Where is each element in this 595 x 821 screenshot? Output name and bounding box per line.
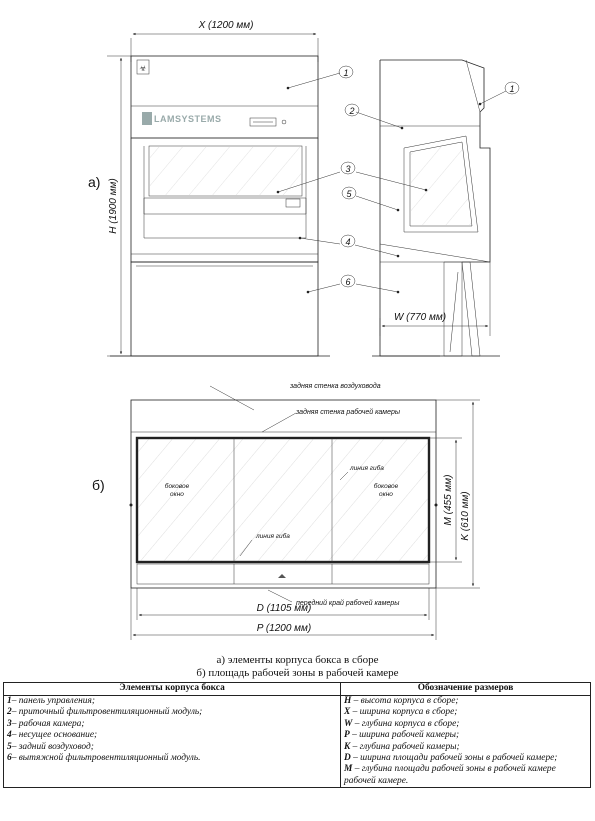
callouts	[277, 66, 519, 293]
legend-element-item: 6– вытяжной фильтровентиляционный модуль.	[7, 753, 201, 764]
dim-k-label: K (610 мм)	[460, 491, 471, 541]
caption-line-1: а) элементы корпуса бокса в сборе	[216, 654, 379, 666]
dim-x-label: X (1200 мм)	[198, 20, 254, 31]
legend-element-item: 5– задний воздуховод;	[7, 741, 94, 752]
svg-text:☣: ☣	[139, 64, 147, 73]
legend-element-item: 2– приточный фильтровентиляционный модуль;	[7, 707, 203, 718]
caption-line-2: б) площадь рабочей зоны в рабочей камере	[196, 667, 399, 679]
callout-5: 5	[346, 189, 352, 199]
callout-4: 4	[345, 237, 351, 247]
legend-dimension-item: P – ширина рабочей камеры;	[344, 730, 460, 741]
legend-dimension-item: K – глубина рабочей камеры;	[344, 741, 460, 752]
view-b-letter: б)	[92, 477, 105, 493]
label-side-window-right-2: окно	[379, 491, 393, 498]
legend-dimension-item: D – ширина площади рабочей зоны в рабочей камере;	[344, 753, 558, 764]
callout-1-front: 1	[343, 68, 349, 78]
legend-element-item: 3– рабочая камера;	[7, 718, 85, 729]
view-a-letter: а)	[88, 174, 101, 190]
legend-dimension-item: H – высота корпуса в сборе;	[344, 696, 459, 706]
legend-table	[3, 682, 591, 788]
exhaust-module	[131, 262, 318, 356]
front-grille	[137, 564, 429, 584]
legend-element-item: 1– панель управления;	[7, 696, 95, 706]
label-side-window-right-1: боковое	[373, 483, 399, 490]
legend-header-elements: Элементы корпуса бокса	[4, 683, 341, 696]
legend-dimensions-cell	[341, 696, 591, 788]
label-front-edge: передний край рабочей камеры	[296, 600, 400, 607]
label-back-wall-chamber: задняя стенка рабочей камеры	[296, 409, 401, 416]
callout-2: 2	[349, 106, 355, 116]
legend-dimension-item: M – глубина площади рабочей зоны в рабочей камере рабочей камере.	[344, 764, 556, 786]
label-side-window-left-2: окно	[170, 491, 184, 498]
dim-h-label: H (1900 мм)	[108, 178, 119, 234]
dim-p-label: P (1200 мм)	[256, 623, 312, 634]
control-panel-housing	[131, 56, 318, 138]
dim-d-label: D (1105 мм)	[256, 603, 312, 614]
legend-header-dimensions: Обозначение размеров	[341, 683, 591, 696]
label-fold-line-top: линия гиба	[350, 465, 384, 472]
label-side-window-left-1: боковое	[164, 483, 190, 490]
callout-3: 3	[345, 164, 351, 174]
legend-dimension-item: W – глубина корпуса в сборе;	[344, 718, 460, 729]
callout-6: 6	[345, 277, 351, 287]
legend-element-item: 4– несущее основание;	[7, 730, 98, 741]
legend-elements-cell	[4, 696, 341, 788]
brand-logo: LAMSYSTEMS	[154, 114, 222, 124]
dim-w-label: W (770 мм)	[393, 312, 447, 323]
label-back-wall-duct: задняя стенка воздуховода	[290, 383, 381, 390]
top-view	[92, 382, 480, 640]
dim-m-label: M (455 мм)	[443, 474, 454, 526]
legend-dimension-item: X – ширина корпуса в сборе;	[344, 707, 458, 718]
label-fold-line-bottom: линия гиба	[256, 533, 290, 540]
callout-1-side: 1	[509, 84, 515, 94]
front-view	[88, 20, 330, 356]
